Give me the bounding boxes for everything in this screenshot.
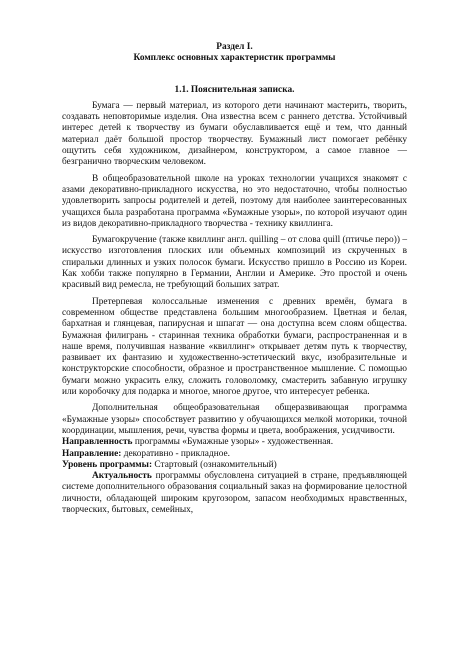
paragraph-program: Дополнительная общеобразовательная общеразвивающая программа «Бумажные узоры» способствует развитию у обучающихся мелкой моторики, точной координации, мышления, речи, чувства формы и цвета, воображения, усидчивости. bbox=[62, 403, 407, 436]
direction-line bbox=[62, 437, 407, 448]
paragraph-school: В общеобразовательной школе на уроках технологии учащихся знакомят с азами декоративно-прикладного искусства, но это недостаточно, чтобы полностью удовлетворить запросы родителей и детей, поэтому для наиболее заинтересованных учащихся была разработана программа «Бумажные узоры», по которой изучают один из видов декоративно-прикладного творчества - технику квиллинга. bbox=[62, 173, 407, 229]
section-heading: Раздел I. bbox=[216, 42, 253, 52]
paragraph-quilling: Бумагокручение (также квиллинг англ. quilling – от слова quill (птичье перо)) – искусство изготовления плоских или объемных композиций из скрученных в спиральки длинных и узких полосок бумаги. Искусство пришло в Россию из Кореи. Как хобби также популярно в Германии, Англии и Америке. Это простой и очень красивый вид ремесла, не требующий больших затрат. bbox=[62, 235, 407, 291]
level-label: Уровень программы: bbox=[62, 459, 153, 470]
field-label: Направление: bbox=[62, 448, 122, 459]
relevance-label: Актуальность bbox=[92, 471, 152, 482]
section-title: Комплекс основных характеристик программы bbox=[133, 53, 336, 64]
relevance-value: программы обусловлена ситуацией в стране, предъявляющей системе дополнительного образования социальный заказ на формирование целостной личности, обладающей широким кругозором, запасом необходимых нравственных, творческих, бытовых, семейных, bbox=[62, 471, 407, 515]
level-value: Стартовый (ознакомительный) bbox=[152, 459, 277, 470]
subsection-heading: 1.1. Пояснительная записка. bbox=[174, 84, 295, 95]
level-line bbox=[62, 460, 407, 471]
field-line bbox=[62, 449, 407, 460]
field-value: декоративно - прикладное. bbox=[121, 448, 230, 459]
document-page bbox=[62, 42, 407, 516]
paragraph-paper: Бумага — первый материал, из которого дети начинают мастерить, творить, создавать неповторимые изделия. Она известна всем с раннего детства. Устойчивый интерес детей к творчеству из бумаги обуславливается ещё и тем, что данный материал даёт большой простор творчеству. Бумажный лист помогает ребёнку ощутить себя художником, дизайнером, конструктором, а самое главное — безгранично творческим человеком. bbox=[62, 100, 407, 168]
relevance-paragraph bbox=[62, 471, 407, 516]
paragraph-history: Претерпевая колоссальные изменения с древних времён, бумага в современном обществе представлена большим многообразием. Цветная и белая, бархатная и глянцевая, папирусная и шпагат — она доступна всем слоям общества. Бумажная филигрань - старинная техника обработки бумаги, распространенная и в наше время, получившая название «квиллинг» открывает детям путь к творчеству, развивает их фантазию и художественно-эстетический вкус, изобразительные и конструкторские способности, образное и пространственное мышление. С помощью бумаги можно украсить елку, сложить головоломку, смастерить забавную игрушку или коробочку для подарка и многое, многое другое, что интересует ребенка. bbox=[62, 296, 407, 398]
direction-value: программы «Бумажные узоры» - художественная. bbox=[132, 437, 334, 448]
direction-label: Направленность bbox=[62, 437, 133, 448]
